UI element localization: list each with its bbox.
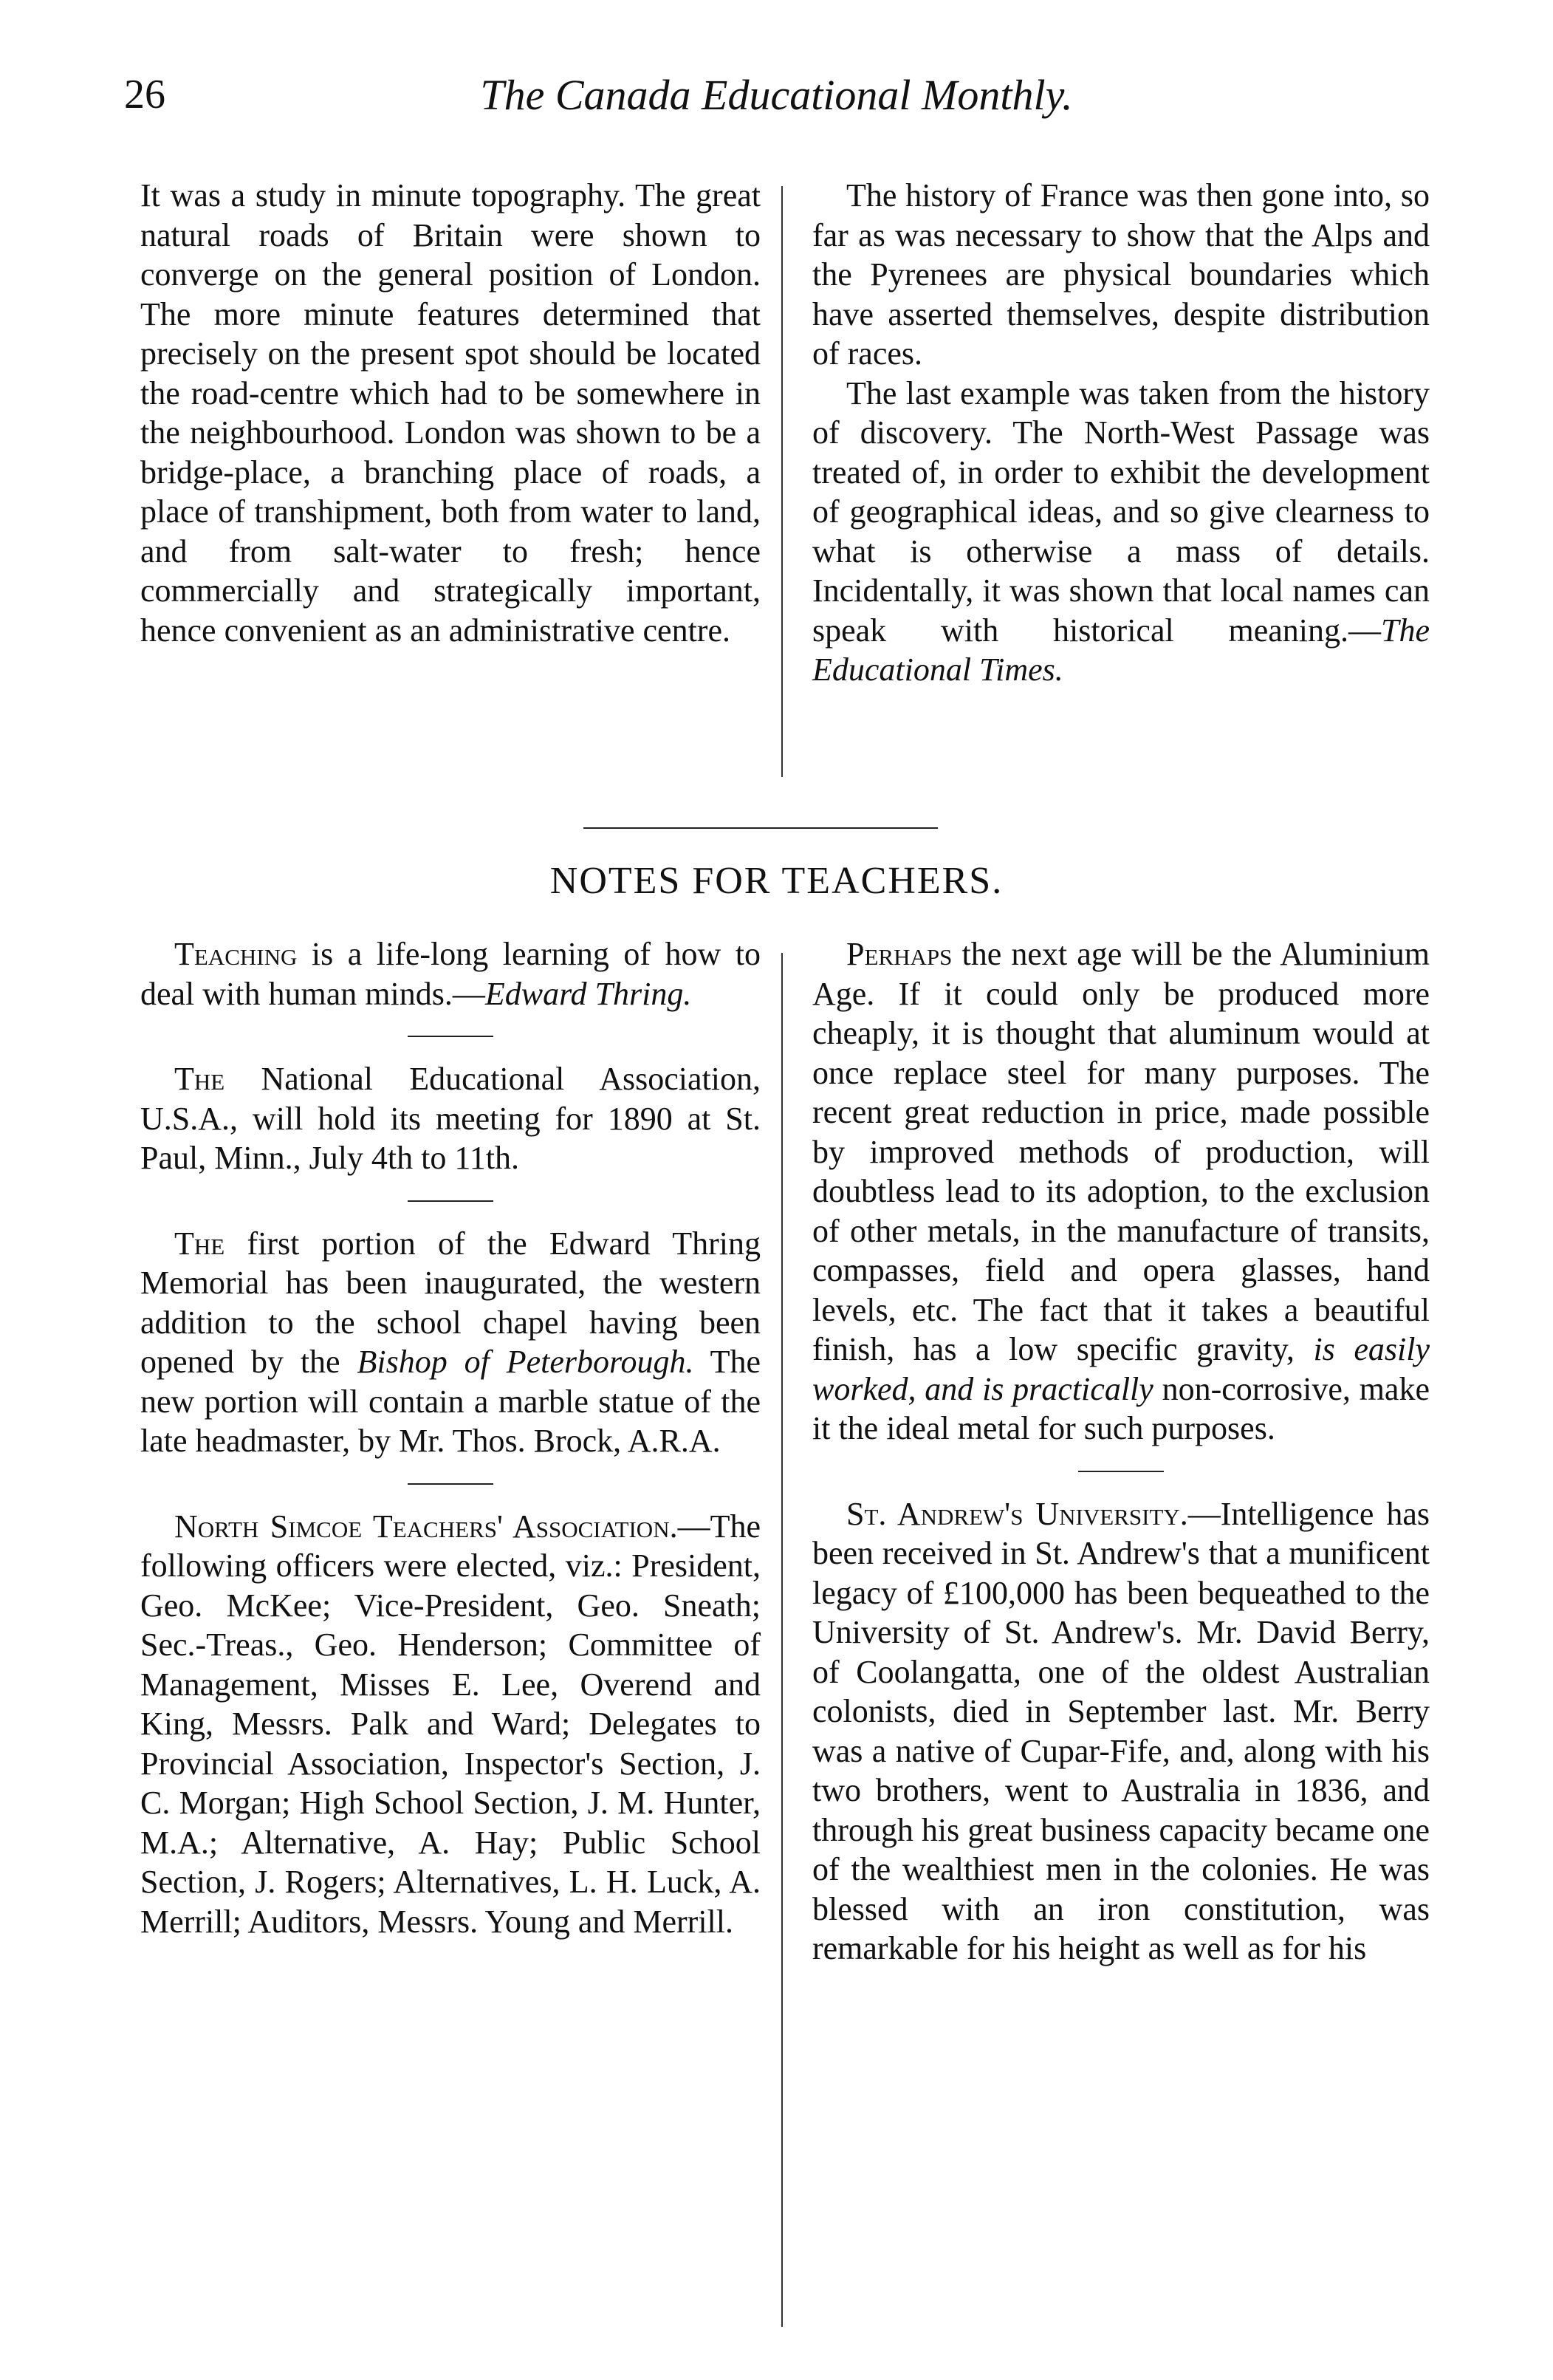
- note-separator: [408, 1036, 493, 1037]
- note-lead: Perhaps: [846, 936, 953, 972]
- note-separator: [1078, 1471, 1164, 1472]
- section-rule: [583, 827, 938, 829]
- section-title: NOTES FOR TEACHERS.: [549, 860, 1004, 902]
- note-item: [140, 1507, 761, 1942]
- top-right-column: [812, 176, 1430, 690]
- note-separator: [408, 1200, 493, 1202]
- note-item: [812, 1494, 1430, 1969]
- note-text: non-corrosive, make it the ideal metal for such purposes.: [812, 1370, 1430, 1446]
- note-text: first portion of the Edward Thring Memorial has been inaugurated, the western addition to the school chapel having been opened by the: [140, 1225, 761, 1380]
- column-divider: [781, 186, 783, 777]
- note-item: [140, 1059, 761, 1178]
- note-item: [140, 934, 761, 1013]
- right-notes-column: [812, 934, 1430, 1969]
- note-text: The new portion will contain a marble statue of the late headmaster, by Mr. Thos. Brock, A.R.A.: [140, 1344, 761, 1459]
- journal-title: The Canada Educational Monthly.: [480, 71, 1073, 119]
- note-text: the next age will be the Aluminium Age. If it could only be produced more cheaply, it is thought that aluminum would at once replace steel for many purposes. The recent great reduction in price, made possible by improved methods of production, will doubtless lead to its adoption, to the exclusion of other metals, in the manufacture of transits, compasses, field and opera glasses, hand levels, etc. The fact that it takes a beautiful finish, has a low specific gravity,: [812, 936, 1430, 1367]
- paragraph: The history of France was then gone into, so far as was necessary to show that the Alps and the Pyrenees are physical boundaries which have asserted themselves, despite distribution of races.: [812, 177, 1430, 372]
- page-number: 26: [124, 72, 165, 117]
- note-lead: St. Andrew's University.: [846, 1495, 1188, 1532]
- paragraph: It was a study in minute topography. The great natural roads of Britain were shown to converge on the general position of London. The more minute features determined that precisely on the present spot should be located the road-centre which had to be somewhere in the neighbourhood. London was shown to be a bridge-place, a branching place of roads, a place of transhipment, both from water to land, and from salt-water to fresh; hence commercially and strategically important, hence convenient as an administrative centre.: [140, 177, 761, 649]
- note-author: Edward Thring.: [484, 975, 692, 1012]
- top-left-column: [140, 176, 761, 650]
- note-text: is a life-long learning of how to deal with human minds.—: [140, 936, 761, 1012]
- note-item: [812, 934, 1430, 1449]
- note-italic: is easily worked, and is practically: [812, 1331, 1430, 1407]
- note-item: [140, 1224, 761, 1461]
- paragraph: [812, 374, 1430, 690]
- note-text: —Intelligence has been received in St. Andrew's that a munificent legacy of £100,000 has been bequeathed to the University of St. Andrew's. Mr. David Berry, of Coolangatta, one of the oldest Australian colonists, died in September last. Mr. Berry was a native of Cupar-Fife, and, along with his two brothers, went to Australia in 1836, and through his great business capacity became one of the wealthiest men in the colonies. He was blessed with an iron constitution, was remarkable for his height as well as for his: [812, 1495, 1430, 1966]
- note-lead: The: [174, 1061, 225, 1097]
- note-separator: [408, 1483, 493, 1485]
- left-notes-column: [140, 934, 761, 1941]
- note-lead: The: [174, 1225, 225, 1262]
- note-italic: Bishop of Peterborough.: [357, 1344, 694, 1380]
- note-lead: Teaching: [174, 936, 298, 972]
- column-divider: [781, 953, 783, 2327]
- note-lead: North Simcoe Teachers' Association.: [174, 1508, 678, 1545]
- source-citation: The Educational Times.: [812, 612, 1430, 688]
- paragraph-text: The last example was taken from the history of discovery. The North-West Passage was treated of, in order to exhibit the development of geographical ideas, and so give clearness to what is otherwise a mass of details. Incidentally, it was shown that local names can speak with historical meaning.—: [812, 375, 1430, 649]
- note-text: —The following officers were elected, viz.: President, Geo. McKee; Vice-President, Geo. Sneath; Sec.-Treas., Geo. Henderson; Committee of Management, Misses E. Lee, Overend and King, Messrs. Palk and Ward; Delegates to Provincial Association, Inspector's Section, J. C. Morgan; High School Section, J. M. Hunter, M.A.; Alternative, A. Hay; Public School Section, J. Rogers; Alternatives, L. H. Luck, A. Merrill; Auditors, Messrs. Young and Merrill.: [140, 1508, 761, 1940]
- note-text: National Educational Association, U.S.A., will hold its meeting for 1890 at St. Paul, Minn., July 4th to 11th.: [140, 1061, 761, 1176]
